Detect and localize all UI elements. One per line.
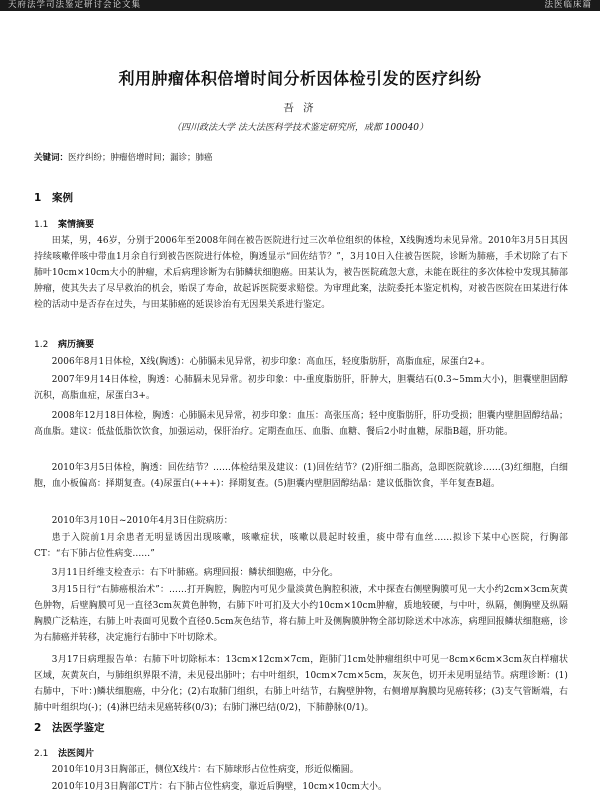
paragraph: 患于入院前1月余患者无明显诱因出现咳嗽，咳嗽症状，咳嗽以晨起时较重，痰中带有血丝……拟诊下某中心医院，行胸部CT：“右下肺占位性病变……” (34, 533, 568, 559)
paragraph: 3月11日纤维支检查示：右下叶肺癌。病理回报：鳞状细胞癌，中分化。 (51, 568, 339, 578)
subsection-number: 2.1 (34, 749, 49, 759)
section-heading-1 (34, 190, 73, 205)
subsection-number: 1.1 (34, 220, 49, 230)
keywords-text: 医疗纠纷；肿瘤倍增时间；漏诊；肺癌 (68, 153, 213, 163)
paragraph: 3月15日行“右肺癌根治术”：……打开胸腔，胸腔内可见少量淡黄色胸腔积液，术中探查右侧壁胸膜可见一大小约2cm×3cm灰黄色肿物，后壁胸膜可见一直径3cm灰黄色肿物，右肺下叶可扪及大小约10cm×10cm肿瘤，质地较硬，与中叶，纵隔，侧胸壁及纵隔胸膜广泛粘连，右肺上叶表面可见数个直径0.5cm灰色结节，将右肺上叶及侧胸膜肿物全部切除送术中冰冻，病理回报鳞状细胞癌，诊为右肺癌并转移，决定施行右肺中下叶切除术。 (34, 585, 568, 643)
section-title: 案例 (52, 192, 73, 204)
paragraph: 2010年10月3日胸部正，侧位X线片：右下肺球形占位性病变，形近似椭圆。 (51, 765, 359, 775)
keywords-label: 关键词： (34, 153, 69, 163)
running-header-left: 天府法学司法鉴定研讨会论文集 (8, 0, 142, 10)
paragraph: 2010年10月3日胸部CT片：右下肺占位性病变，靠近后胸壁，10cm×10cm大小。 (51, 782, 387, 792)
paragraph: 2008年12月18日体检，胸透：心肺膈未见异常，初步印象：血压：高张压高；轻中度脂肪肝，肝功受损；胆囊内壁胆固醇结晶；高血脂。建议：低盐低脂饮饮食，加强运动，保肝治疗。定期查血压、血脂、血糖、餐后2小时血糖，尿脂B超，肝功能。 (34, 411, 568, 437)
subsection-number: 1.2 (34, 340, 49, 350)
subsection-heading-1-2 (34, 337, 94, 350)
section-number: 1 (34, 192, 42, 204)
subsection-heading-1-1 (34, 217, 94, 230)
section-title: 法医学鉴定 (52, 722, 105, 734)
running-header (0, 0, 600, 11)
paragraph: 2007年9月14日体检，胸透：心肺膈未见异常。初步印象：中-重度脂肪肝，肝肿大，胆囊结石(0.3~5mm大小)，胆囊壁胆固醇沉积，高脂血症，尿蛋白3+。 (34, 375, 568, 401)
paragraph: 田某，男，46岁，分别于2006年至2008年间在被告医院进行过三次单位组织的体检，X线胸透均未见异常。2010年3月5日其因持续咳嗽伴咳中带血1月余自行到被告医院进行体检，胸透显示“回佐结节？”，3月10日入住被告医院，诊断为肺癌，手术切除了右下肺叶10cm×10cm大小的肿瘤，术后病理诊断为右肺鳞状细胞癌。田某认为，被告医院疏忽大意，未能在既往的多次体检中发现其肺部肿瘤，使其失去了尽早救治的机会，贻误了寿命，故起诉医院要求赔偿。为审理此案，法院委托本鉴定机构，对被告医院在田某进行体检的活动中是否存在过失，与田某肺癌的延误诊治有无因果关系进行鉴定。 (34, 236, 568, 310)
section-heading-2 (34, 720, 105, 735)
section-number: 2 (34, 722, 42, 734)
page-title: 利用肿瘤体积倍增时间分析因体检引发的医疗纠纷 (118, 69, 482, 88)
subsection-heading-2-1 (34, 746, 94, 759)
running-header-right: 法医临床篇 (544, 0, 592, 10)
author: 吾 济 (283, 102, 317, 114)
subsection-title: 法医阅片 (58, 749, 95, 759)
keywords (34, 151, 213, 163)
affiliation: （四川政法大学 法大法医科学技术鉴定研究所，成都 100040） (171, 123, 429, 133)
subsection-title: 案情摘要 (58, 220, 95, 230)
paragraph: 2006年8月1日体检，X线(胸透)：心肺膈未见异常，初步印象：高血压，轻度脂肪肝，高脂血症，尿蛋白2+。 (51, 357, 491, 367)
paragraph: 2010年3月5日体检，胸透：回佐结节？……体检结果及建议：(1)回佐结节？(2)肝细二脂高，急即医院就诊……(3)红细胞，白细胞，血小板偏高：择期复查。(4)尿蛋白(+++)：择期复查。(5)胆囊内壁胆固醇结晶：建议低脂饮食，半年复查B超。 (34, 463, 568, 489)
paragraph: 3月17日病理报告单：右肺下叶切除标本：13cm×12cm×7cm，距肺门1cm处肿瘤组织中可见一8cm×6cm×3cm灰白样瘤状区域，灰黄灰白，与肺组织界限不清，未见侵出肺叶；右中叶组织，10cm×7cm×5cm，灰灰色，切开未见明显结节。病理诊断：(1)右肺中，下叶：)鳞状细胞癌，中分化；(2)右取肺门组织，右肺上叶结节，右胸壁肿物，右侧增厚胸膜均见癌转移；(3)支气管断端，右肺中叶组织均(-)；(4)淋巴结未见癌转移(0/3)；右肺门淋巴结(0/2)，下肺静脉(0/1)。 (34, 655, 568, 713)
paragraph: 2010年3月10日~2010年4月3日住院病历： (51, 516, 233, 526)
subsection-title: 病历摘要 (58, 340, 95, 350)
